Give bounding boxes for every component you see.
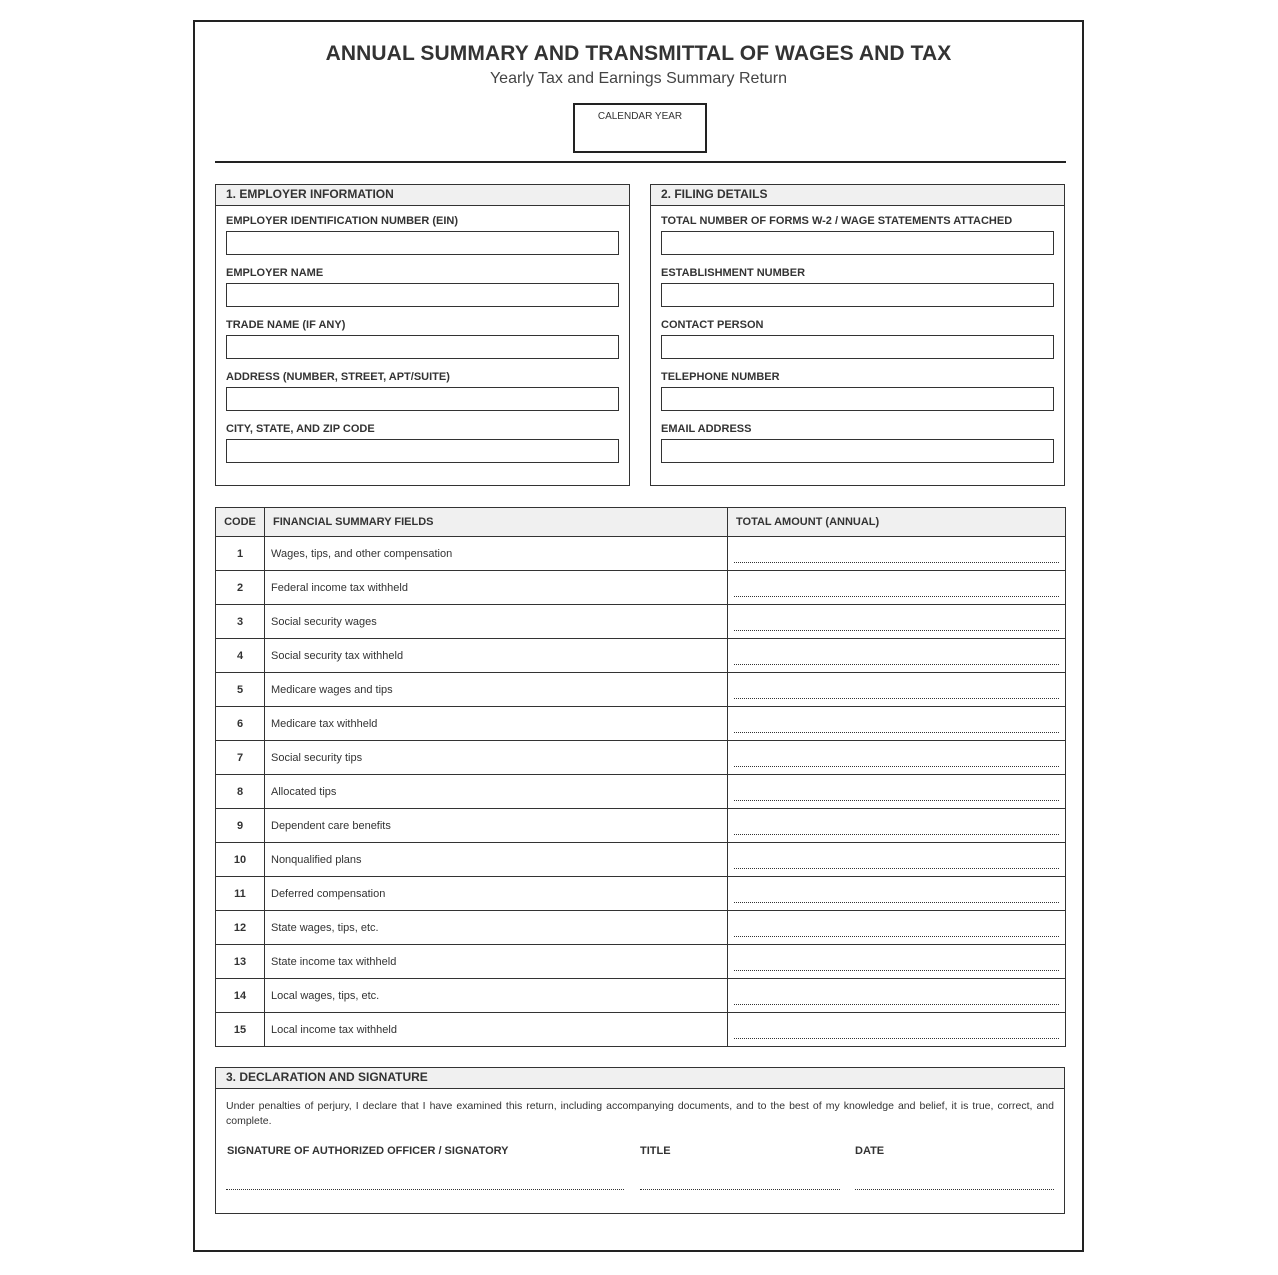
row-code: 13: [216, 945, 265, 979]
row-code: 4: [216, 639, 265, 673]
row-amount-input[interactable]: [728, 809, 1066, 843]
employer-name-field-group: [226, 267, 619, 307]
date-label: DATE: [855, 1145, 885, 1157]
row-label: Medicare wages and tips: [265, 673, 728, 707]
row-code: 7: [216, 741, 265, 775]
amount-column-header: TOTAL AMOUNT (ANNUAL): [728, 508, 1066, 537]
amount-line: [734, 834, 1059, 835]
row-label: State income tax withheld: [265, 945, 728, 979]
contact-person-field-group: [661, 319, 1054, 359]
row-amount-input[interactable]: [728, 877, 1066, 911]
row-label: Nonqualified plans: [265, 843, 728, 877]
row-code: 8: [216, 775, 265, 809]
telephone-label: TELEPHONE NUMBER: [661, 371, 780, 383]
address-input[interactable]: [226, 387, 619, 411]
employer-info-heading: 1. EMPLOYER INFORMATION: [216, 185, 629, 206]
email-label: EMAIL ADDRESS: [661, 423, 752, 435]
table-row: [216, 775, 1066, 809]
amount-line: [734, 732, 1059, 733]
table-row: [216, 741, 1066, 775]
email-input[interactable]: [661, 439, 1054, 463]
employer-name-input[interactable]: [226, 283, 619, 307]
row-code: 6: [216, 707, 265, 741]
city-state-zip-input[interactable]: [226, 439, 619, 463]
table-header-row: [216, 508, 1066, 537]
title-line[interactable]: [640, 1189, 840, 1190]
table-row: [216, 639, 1066, 673]
row-amount-input[interactable]: [728, 911, 1066, 945]
email-field-group: [661, 423, 1054, 463]
amount-line: [734, 562, 1059, 563]
amount-line: [734, 902, 1059, 903]
contact-person-input[interactable]: [661, 335, 1054, 359]
row-amount-input[interactable]: [728, 571, 1066, 605]
row-label: State wages, tips, etc.: [265, 911, 728, 945]
signature-line[interactable]: [226, 1189, 624, 1190]
calendar-year-label: CALENDAR YEAR: [597, 111, 683, 122]
row-label: Wages, tips, and other compensation: [265, 537, 728, 571]
table-row: [216, 605, 1066, 639]
row-amount-input[interactable]: [728, 775, 1066, 809]
filing-details-heading: 2. FILING DETAILS: [651, 185, 1064, 206]
form-page: [193, 20, 1084, 1252]
ein-input[interactable]: [226, 231, 619, 255]
row-amount-input[interactable]: [728, 945, 1066, 979]
table-row: [216, 877, 1066, 911]
financial-summary-table: [215, 507, 1066, 1047]
table-row: [216, 1013, 1066, 1047]
row-label: Allocated tips: [265, 775, 728, 809]
row-label: Local income tax withheld: [265, 1013, 728, 1047]
amount-line: [734, 800, 1059, 801]
title-label: TITLE: [640, 1145, 671, 1157]
row-label: Social security tips: [265, 741, 728, 775]
table-row: [216, 843, 1066, 877]
date-line[interactable]: [855, 1189, 1054, 1190]
establishment-number-label: ESTABLISHMENT NUMBER: [661, 267, 806, 279]
row-amount-input[interactable]: [728, 537, 1066, 571]
row-amount-input[interactable]: [728, 639, 1066, 673]
table-row: [216, 571, 1066, 605]
telephone-input[interactable]: [661, 387, 1054, 411]
amount-line: [734, 630, 1059, 631]
table-row: [216, 809, 1066, 843]
declaration-section: [215, 1067, 1065, 1214]
table-row: [216, 673, 1066, 707]
form-title: ANNUAL SUMMARY AND TRANSMITTAL OF WAGES AND TAX: [325, 42, 952, 65]
w2-count-field-group: [661, 215, 1054, 255]
city-state-zip-label: CITY, STATE, AND ZIP CODE: [226, 423, 375, 435]
row-label: Social security tax withheld: [265, 639, 728, 673]
row-amount-input[interactable]: [728, 673, 1066, 707]
row-amount-input[interactable]: [728, 979, 1066, 1013]
employer-name-label: EMPLOYER NAME: [226, 267, 324, 279]
filing-details-section: [650, 184, 1065, 486]
row-label: Dependent care benefits: [265, 809, 728, 843]
row-amount-input[interactable]: [728, 1013, 1066, 1047]
row-label: Federal income tax withheld: [265, 571, 728, 605]
trade-name-field-group: [226, 319, 619, 359]
trade-name-input[interactable]: [226, 335, 619, 359]
calendar-year-box[interactable]: [573, 103, 707, 153]
w2-count-input[interactable]: [661, 231, 1054, 255]
city-state-zip-field-group: [226, 423, 619, 463]
ein-label: EMPLOYER IDENTIFICATION NUMBER (EIN): [226, 215, 459, 227]
code-column-header: CODE: [216, 508, 265, 537]
fields-column-header: FINANCIAL SUMMARY FIELDS: [265, 508, 728, 537]
table-row: [216, 707, 1066, 741]
row-code: 3: [216, 605, 265, 639]
row-code: 9: [216, 809, 265, 843]
row-label: Medicare tax withheld: [265, 707, 728, 741]
table-row: [216, 911, 1066, 945]
amount-line: [734, 1038, 1059, 1039]
table-row: [216, 979, 1066, 1013]
amount-line: [734, 970, 1059, 971]
table-row: [216, 537, 1066, 571]
trade-name-label: TRADE NAME (IF ANY): [226, 319, 346, 331]
row-code: 1: [216, 537, 265, 571]
amount-line: [734, 868, 1059, 869]
row-amount-input[interactable]: [728, 843, 1066, 877]
amount-line: [734, 698, 1059, 699]
row-amount-input[interactable]: [728, 741, 1066, 775]
telephone-field-group: [661, 371, 1054, 411]
row-code: 14: [216, 979, 265, 1013]
establishment-number-input[interactable]: [661, 283, 1054, 307]
row-label: Deferred compensation: [265, 877, 728, 911]
amount-line: [734, 936, 1059, 937]
amount-line: [734, 664, 1059, 665]
address-label: ADDRESS (NUMBER, STREET, APT/SUITE): [226, 371, 450, 383]
establishment-number-field-group: [661, 267, 1054, 307]
amount-line: [734, 596, 1059, 597]
row-code: 11: [216, 877, 265, 911]
contact-person-label: CONTACT PERSON: [661, 319, 764, 331]
row-code: 12: [216, 911, 265, 945]
amount-line: [734, 1004, 1059, 1005]
employer-info-section: [215, 184, 630, 486]
signature-label: SIGNATURE OF AUTHORIZED OFFICER / SIGNATORY: [227, 1145, 509, 1157]
row-amount-input[interactable]: [728, 707, 1066, 741]
address-field-group: [226, 371, 619, 411]
row-code: 15: [216, 1013, 265, 1047]
row-amount-input[interactable]: [728, 605, 1066, 639]
row-code: 2: [216, 571, 265, 605]
declaration-text: Under penalties of perjury, I declare that I have examined this return, including accompanying documents, and to the best of my knowledge and belief, it is true, correct, and complete.: [226, 1100, 1054, 1127]
row-code: 5: [216, 673, 265, 707]
header-divider: [215, 161, 1066, 163]
form-subtitle: Yearly Tax and Earnings Summary Return: [489, 70, 788, 87]
table-row: [216, 945, 1066, 979]
row-label: Social security wages: [265, 605, 728, 639]
declaration-heading: 3. DECLARATION AND SIGNATURE: [216, 1068, 1064, 1089]
ein-field-group: [226, 215, 619, 255]
row-label: Local wages, tips, etc.: [265, 979, 728, 1013]
w2-count-label: TOTAL NUMBER OF FORMS W-2 / WAGE STATEMENTS ATTACHED: [661, 215, 1013, 227]
row-code: 10: [216, 843, 265, 877]
amount-line: [734, 766, 1059, 767]
